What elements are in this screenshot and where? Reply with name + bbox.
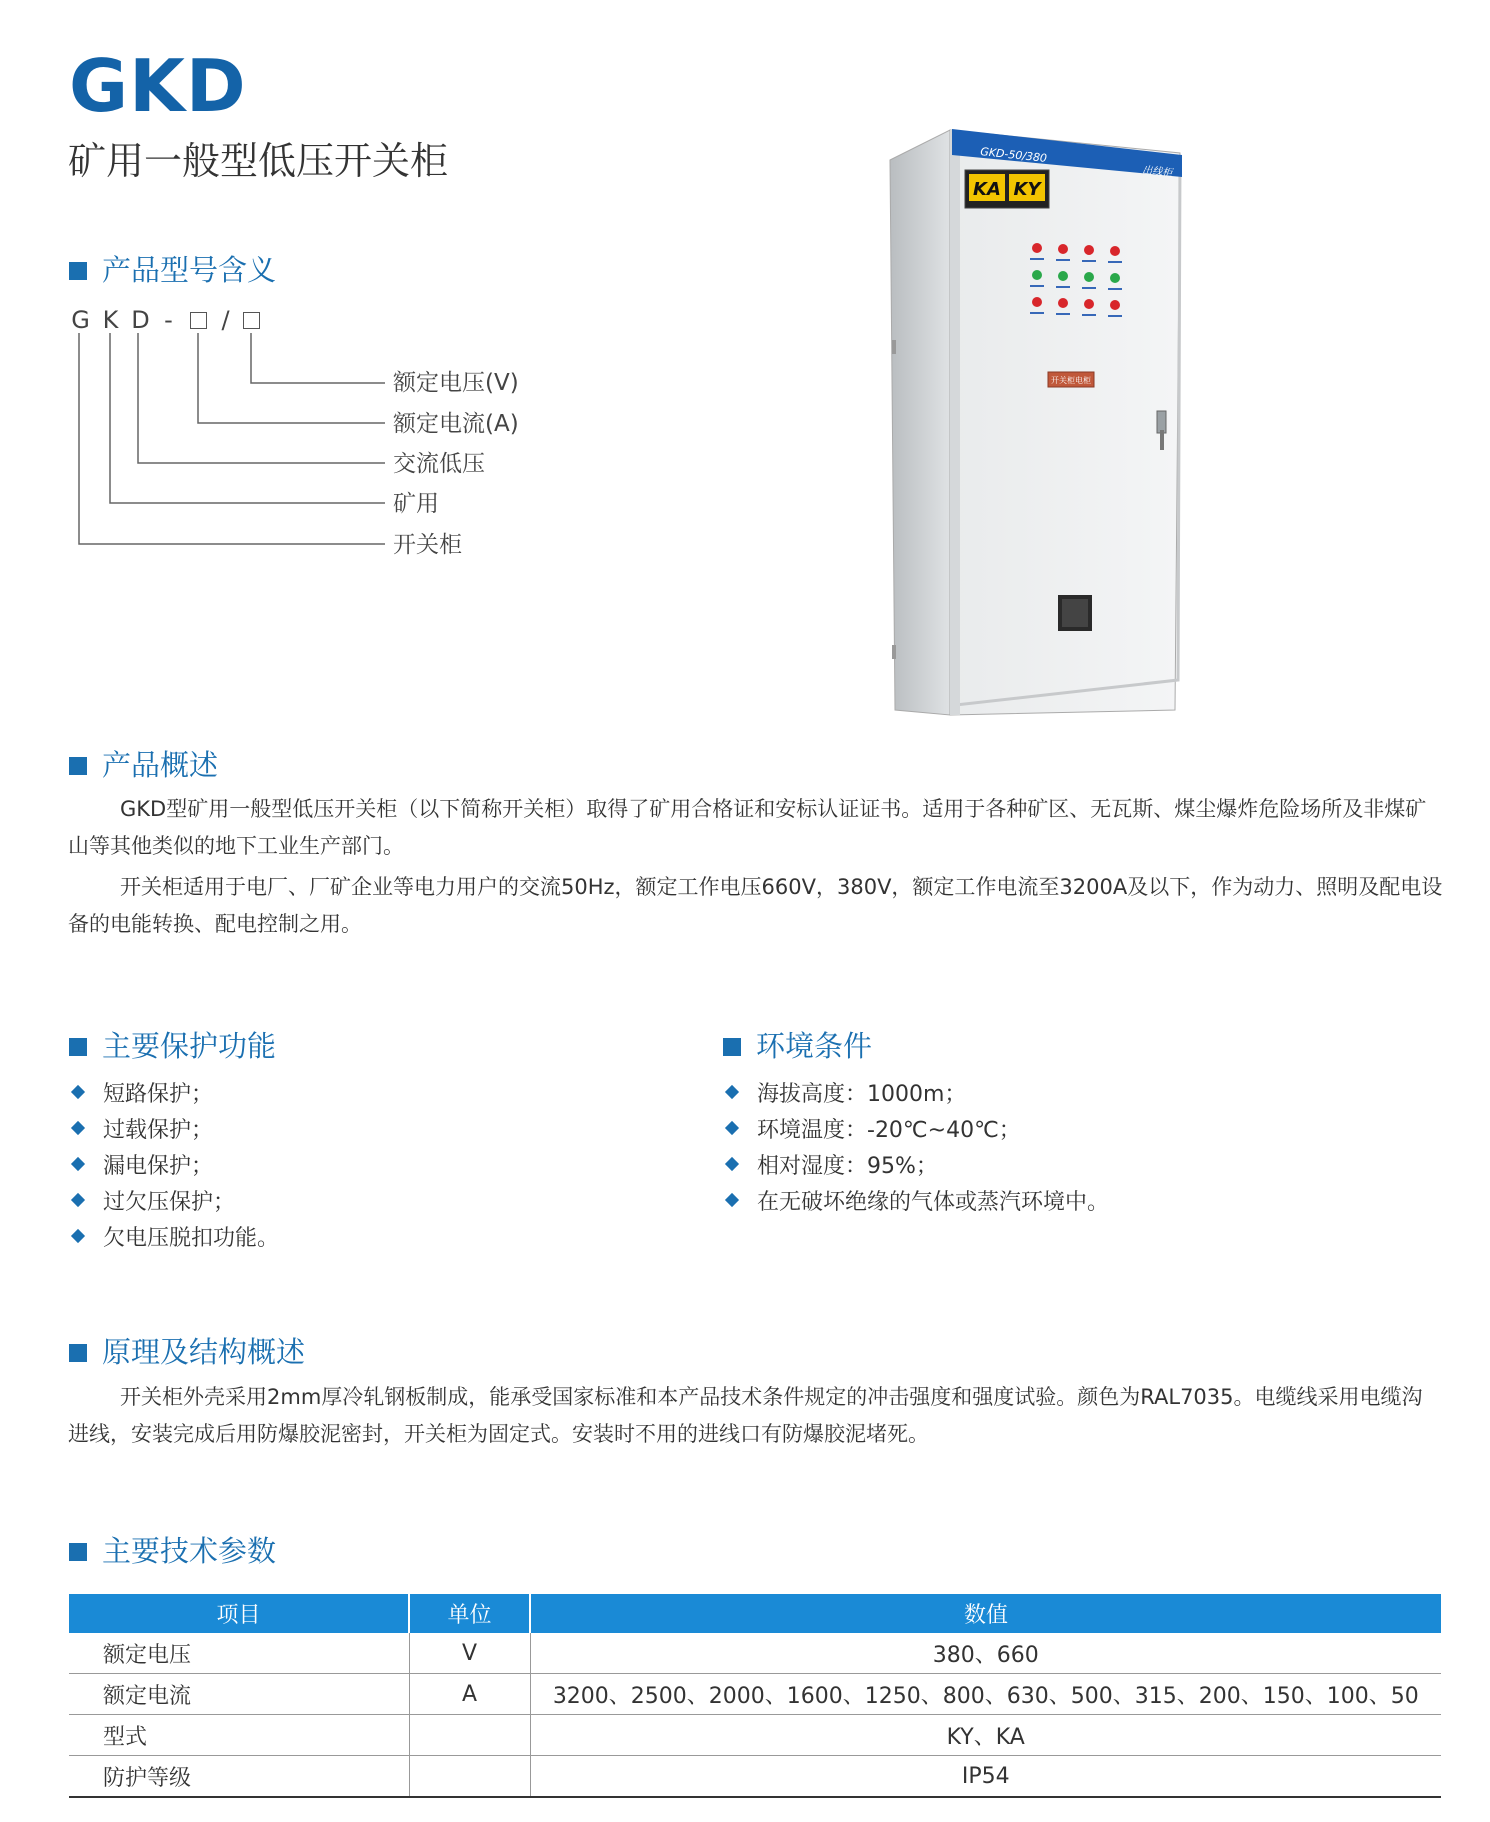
protection-list: [69, 1074, 279, 1254]
table-cell: 额定电流: [69, 1674, 409, 1715]
table-cell: 380、660: [530, 1633, 1441, 1674]
column-header: 项目: [69, 1594, 409, 1633]
structure-paragraph: 开关柜外壳采用2mm厚冷轧钢板制成，能承受国家标准和本产品技术条件规定的冲击强度和强度试验。颜色为RAL7035。电缆线采用电缆沟进线，安装完成后用防爆胶泥密封，开关柜为固定式。安装时不用的进线口有防爆胶泥堵死。: [68, 1385, 1423, 1446]
section-title: 产品型号含义: [102, 253, 277, 287]
overview-paragraph: 开关柜适用于电厂、厂矿企业等电力用户的交流50Hz，额定工作电压660V，380V，额定工作电流至3200A及以下，作为动力、照明及配电设备的电能转换、配电控制之用。: [68, 875, 1443, 936]
list-item: 漏电保护；: [69, 1146, 279, 1182]
list-item: 过载保护；: [69, 1110, 279, 1146]
table-header-row: [69, 1594, 1441, 1633]
section-square-icon: [69, 1038, 87, 1056]
cabinet-door-label: 开关柜电柜: [1051, 376, 1091, 385]
legend-mining: 矿用: [393, 491, 439, 517]
legend-rated-voltage: 额定电压(V): [393, 370, 519, 396]
cabinet-logo-left: KA: [973, 179, 1001, 200]
overview-text: [68, 791, 1443, 943]
legend-ac-low-voltage: 交流低压: [393, 451, 485, 477]
section-title: 主要技术参数: [102, 1534, 277, 1568]
section-square-icon: [723, 1038, 741, 1056]
table-row: [69, 1715, 1441, 1756]
legend-rated-current: 额定电流(A): [393, 411, 519, 437]
diamond-bullet-icon: [71, 1229, 85, 1243]
section-square-icon: [69, 262, 87, 280]
list-item: 过欠压保护；: [69, 1182, 279, 1218]
diamond-bullet-icon: [725, 1157, 739, 1171]
diamond-bullet-icon: [71, 1193, 85, 1207]
column-header: 数值: [530, 1594, 1441, 1633]
specs-table: [69, 1594, 1441, 1798]
table-cell: 型式: [69, 1715, 409, 1756]
cabinet-logo-right: KY: [1013, 179, 1041, 200]
diamond-bullet-icon: [725, 1121, 739, 1135]
code-letter: G: [71, 306, 91, 334]
legend-switchgear: 开关柜: [393, 532, 462, 558]
table-cell: A: [409, 1674, 530, 1715]
overview-paragraph: GKD型矿用一般型低压开关柜（以下简称开关柜）取得了矿用合格证和安标认证证书。适用于各种矿区、无瓦斯、煤尘爆炸危险场所及非煤矿山等其他类似的地下工业生产部门。: [68, 797, 1427, 858]
column-header: 单位: [409, 1594, 530, 1633]
code-letter: D: [131, 306, 151, 334]
diamond-bullet-icon: [71, 1157, 85, 1171]
product-subtitle: 矿用一般型低压开关柜: [68, 139, 449, 183]
table-cell: V: [409, 1633, 530, 1674]
diamond-bullet-icon: [71, 1085, 85, 1099]
specs-heading: [69, 1534, 277, 1568]
code-letter: K: [102, 306, 120, 334]
table-cell: 防护等级: [69, 1756, 409, 1798]
table-cell: [409, 1715, 530, 1756]
section-square-icon: [69, 1344, 87, 1362]
brand-title: GKD: [69, 44, 247, 128]
cabinet-top-label: 出线柜: [1141, 165, 1173, 180]
section-title: 原理及结构概述: [102, 1335, 306, 1369]
code-dash: -: [164, 306, 174, 334]
table-cell: 额定电压: [69, 1633, 409, 1674]
table-row: [69, 1633, 1441, 1674]
table-row: [69, 1756, 1441, 1798]
table-row: [69, 1674, 1441, 1715]
environment-list: [723, 1074, 1109, 1218]
table-cell: IP54: [530, 1756, 1441, 1798]
section-square-icon: [69, 757, 87, 775]
diamond-bullet-icon: [71, 1121, 85, 1135]
overview-heading: [69, 748, 219, 782]
table-cell: 3200、2500、2000、1600、1250、800、630、500、315、200、150、100、50: [530, 1674, 1441, 1715]
section-title: 产品概述: [102, 748, 219, 782]
structure-text: [68, 1379, 1443, 1453]
list-item: 在无破坏绝缘的气体或蒸汽环境中。: [723, 1182, 1109, 1218]
section-title: 环境条件: [756, 1029, 873, 1063]
diamond-bullet-icon: [725, 1193, 739, 1207]
diamond-bullet-icon: [725, 1085, 739, 1099]
structure-heading: [69, 1335, 306, 1369]
code-placeholder-box: [190, 312, 207, 329]
code-placeholder-box: [243, 312, 260, 329]
table-cell: [409, 1756, 530, 1798]
list-item: 欠电压脱扣功能。: [69, 1218, 279, 1254]
model-meaning-heading: [69, 253, 277, 287]
code-slash: /: [221, 306, 231, 334]
cabinet-nameplate: GKD-50/380: [979, 145, 1048, 165]
table-cell: KY、KA: [530, 1715, 1441, 1756]
list-item: 相对湿度：95%；: [723, 1146, 1109, 1182]
product-image: [880, 125, 1200, 725]
list-item: 短路保护；: [69, 1074, 279, 1110]
list-item: 海拔高度：1000m；: [723, 1074, 1109, 1110]
section-title: 主要保护功能: [102, 1029, 277, 1063]
list-item: 环境温度：-20℃~40℃；: [723, 1110, 1109, 1146]
section-square-icon: [69, 1543, 87, 1561]
protection-heading: [69, 1029, 277, 1063]
model-meaning-lines: [60, 330, 400, 560]
environment-heading: [723, 1029, 873, 1063]
